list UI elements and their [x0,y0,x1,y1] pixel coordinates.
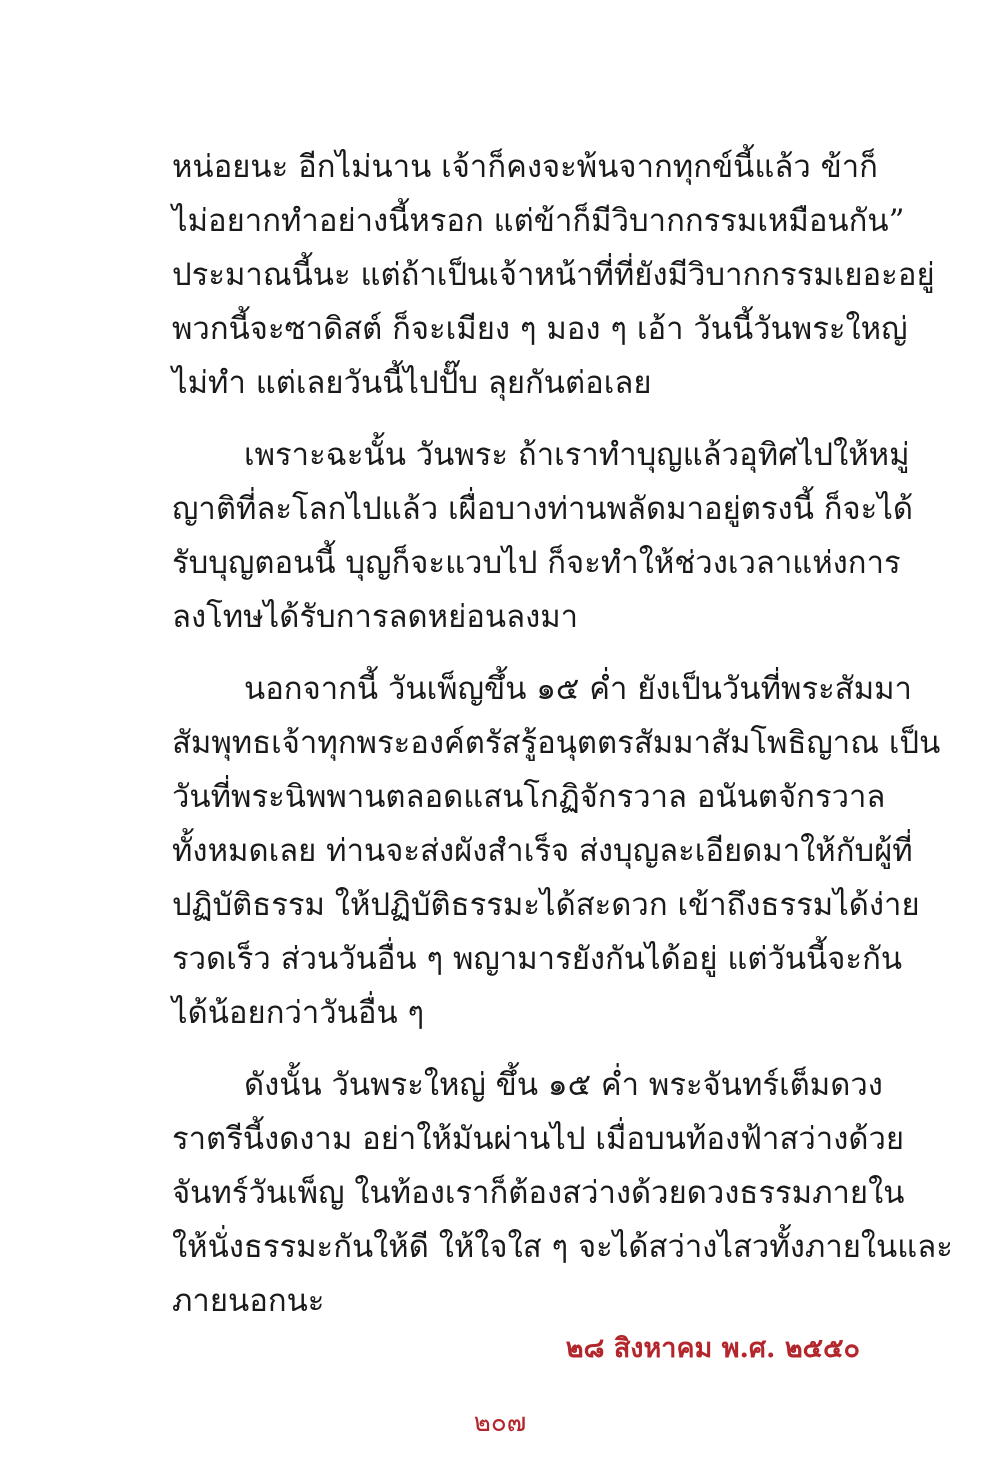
text-line: ประมาณนี้นะ แต่ถ้าเป็นเจ้าหน้าที่ที่ยังมีวิบากกรรมเยอะอยู่ [172,257,935,293]
paragraph-spacer [172,1040,860,1058]
text-line: ลงโทษได้รับการลดหย่อนลงมา [172,599,579,635]
page-number: ๒๐๗ [473,1408,527,1438]
text-line: ไม่อยากทำอย่างนี้หรอก แต่ข้าก็มีวิบากกรรมเหมือนกัน” [172,203,905,239]
text-line: ญาติที่ละโลกไปแล้ว เผื่อบางท่านพลัดมาอยู่ตรงนี้ ก็จะได้ [172,491,914,527]
text-line: สัมพุทธเจ้าทุกพระองค์ตรัสรู้อนุตตรสัมมาสัมโพธิญาณ เป็น [172,725,941,761]
paragraph-2 [172,428,914,644]
paragraph-3 [172,662,941,1040]
paragraph-1 [172,140,935,410]
text-line: ทั้งหมดเลย ท่านจะส่งผังสำเร็จ ส่งบุญละเอียดมาให้กับผู้ที่ [172,833,913,869]
paragraph-4 [172,1058,953,1328]
text-line: ปฏิบัติธรรม ให้ปฏิบัติธรรมะได้สะดวก เข้าถึงธรรมได้ง่าย [172,887,920,923]
text-line: ให้นั่งธรรมะกันให้ดี ให้ใจใส ๆ จะได้สว่างไสวทั้งภายในและ [172,1229,953,1265]
text-line: พวกนี้จะซาดิสต์ ก็จะเมียง ๆ มอง ๆ เอ้า วันนี้วันพระใหญ่ [172,311,908,347]
text-line: รวดเร็ว ส่วนวันอื่น ๆ พญามารยังกันได้อยู่ แต่วันนี้จะกัน [172,941,903,977]
text-line: วันที่พระนิพพานตลอดแสนโกฏิจักรวาล อนันตจักรวาล [172,779,886,815]
text-line: ราตรีนี้งดงาม อย่าให้มันผ่านไป เมื่อบนท้องฟ้าสว่างด้วย [172,1121,905,1157]
text-line: ภายนอกนะ [172,1283,325,1319]
text-line: ไม่ทำ แต่เลยวันนี้ไปปั๊บ ลุยกันต่อเลย [172,365,652,401]
paragraph-spacer [172,644,860,662]
text-line: ได้น้อยกว่าวันอื่น ๆ [172,995,425,1031]
text-line: นอกจากนี้ วันเพ็ญขึ้น ๑๕ ค่ำ ยังเป็นวันที่พระสัมมา [244,671,912,707]
text-line: ดังนั้น วันพระใหญ่ ขึ้น ๑๕ ค่ำ พระจันทร์เต็มดวง [244,1067,883,1103]
document-body [172,140,953,1328]
text-line: เพราะฉะนั้น วันพระ ถ้าเราทำบุญแล้วอุทิศไปให้หมู่ [244,437,910,473]
text-line: รับบุญตอนนี้ บุญก็จะแวบไป ก็จะทำให้ช่วงเวลาแห่งการ [172,545,901,581]
text-line: จันทร์วันเพ็ญ ในท้องเราก็ต้องสว่างด้วยดวงธรรมภายใน [172,1175,905,1211]
text-line: หน่อยนะ อีกไม่นาน เจ้าก็คงจะพ้นจากทุกข์นี้แล้ว ข้าก็ [172,149,878,185]
paragraph-spacer [172,410,860,428]
date-signature: ๒๘ สิงหาคม พ.ศ. ๒๕๕๐ [565,1333,860,1364]
